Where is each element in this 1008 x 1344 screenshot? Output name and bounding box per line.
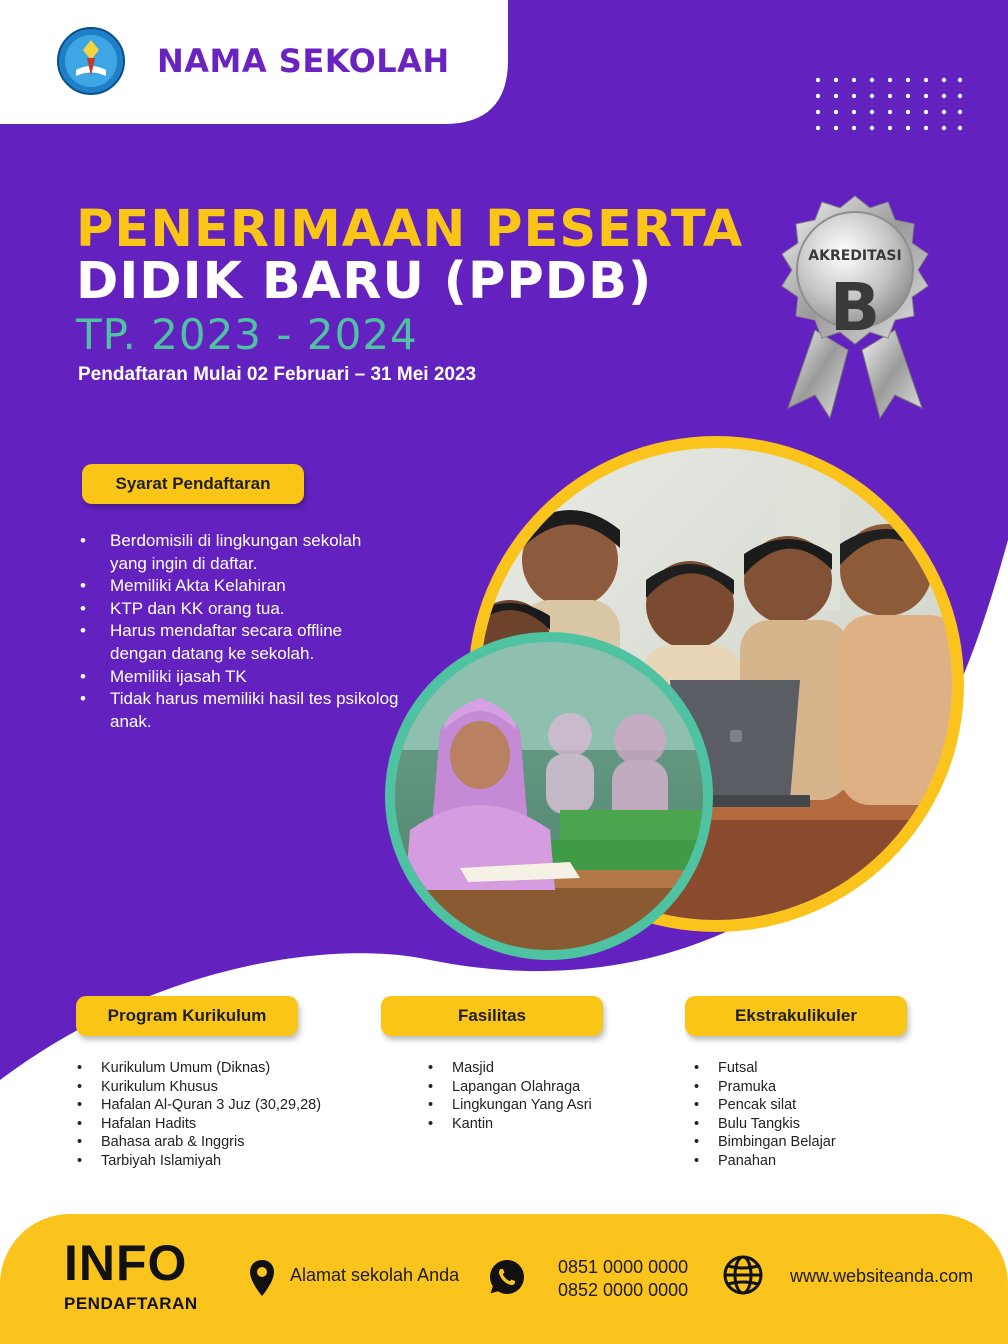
accreditation-badge [760, 190, 950, 420]
ekstra-heading: Ekstrakulikuler [685, 996, 907, 1036]
decorative-dots [812, 74, 962, 136]
ekstra-list [694, 1059, 836, 1171]
school-logo-icon [56, 26, 126, 96]
whatsapp-icon [488, 1258, 526, 1296]
list-item: • Memiliki ijasah TK [80, 666, 400, 689]
photo-collage [380, 430, 980, 990]
fasilitas-list [428, 1059, 592, 1133]
list-item: • Lingkungan Yang Asri [428, 1096, 592, 1115]
kurikulum-list [77, 1059, 321, 1171]
registration-period: Pendaftaran Mulai 02 Februari – 31 Mei 2023 [78, 364, 477, 385]
list-item: • KTP dan KK orang tua. [80, 598, 400, 621]
info-title: INFO [64, 1235, 188, 1291]
list-item: • Kurikulum Khusus [77, 1078, 321, 1097]
list-item: • Pencak silat [694, 1096, 836, 1115]
list-item: • Panahan [694, 1152, 836, 1171]
list-item: • Pramuka [694, 1078, 836, 1097]
title-line-1: PENERIMAAN PESERTA [76, 200, 744, 259]
phone-1: 0851 0000 0000 [558, 1257, 689, 1277]
list-item: • Memiliki Akta Kelahiran [80, 575, 400, 598]
location-pin-icon [248, 1258, 276, 1298]
list-item: • Bahasa arab & Inggris [77, 1133, 321, 1152]
list-item: • Lapangan Olahraga [428, 1078, 592, 1097]
phone-2: 0852 0000 0000 [558, 1280, 689, 1300]
list-item: • Bimbingan Belajar [694, 1133, 836, 1152]
kurikulum-heading: Program Kurikulum [76, 996, 298, 1036]
list-item: • Berdomisili di lingkungan sekolah yang ingin di daftar. [80, 530, 400, 575]
list-item: • Tarbiyah Islamiyah [77, 1152, 321, 1171]
list-item: • Masjid [428, 1059, 592, 1078]
list-item: • Tidak harus memiliki hasil tes psikolog anak. [80, 688, 400, 733]
title-line-2: DIDIK BARU (PPDB) [76, 252, 653, 311]
badge-grade: B [829, 269, 881, 346]
list-item: • Kantin [428, 1115, 592, 1134]
address-text: Alamat sekolah Anda [290, 1265, 460, 1285]
syarat-list [80, 530, 400, 733]
info-subtitle: PENDAFTARAN [64, 1294, 198, 1313]
globe-icon [722, 1254, 764, 1296]
fasilitas-heading: Fasilitas [381, 996, 603, 1036]
list-item: • Futsal [694, 1059, 836, 1078]
list-item: • Hafalan Al-Quran 3 Juz (30,29,28) [77, 1096, 321, 1115]
syarat-heading: Syarat Pendaftaran [82, 464, 304, 504]
list-item: • Bulu Tangkis [694, 1115, 836, 1134]
list-item: • Hafalan Hadits [77, 1115, 321, 1134]
website-link[interactable]: www.websiteanda.com [790, 1266, 974, 1286]
badge-label: AKREDITASI [808, 248, 902, 264]
school-name: NAMA SEKOLAH [157, 42, 450, 80]
academic-year: TP. 2023 - 2024 [76, 310, 418, 359]
list-item: • Harus mendaftar secara offline dengan datang ke sekolah. [80, 620, 400, 665]
list-item: • Kurikulum Umum (Diknas) [77, 1059, 321, 1078]
